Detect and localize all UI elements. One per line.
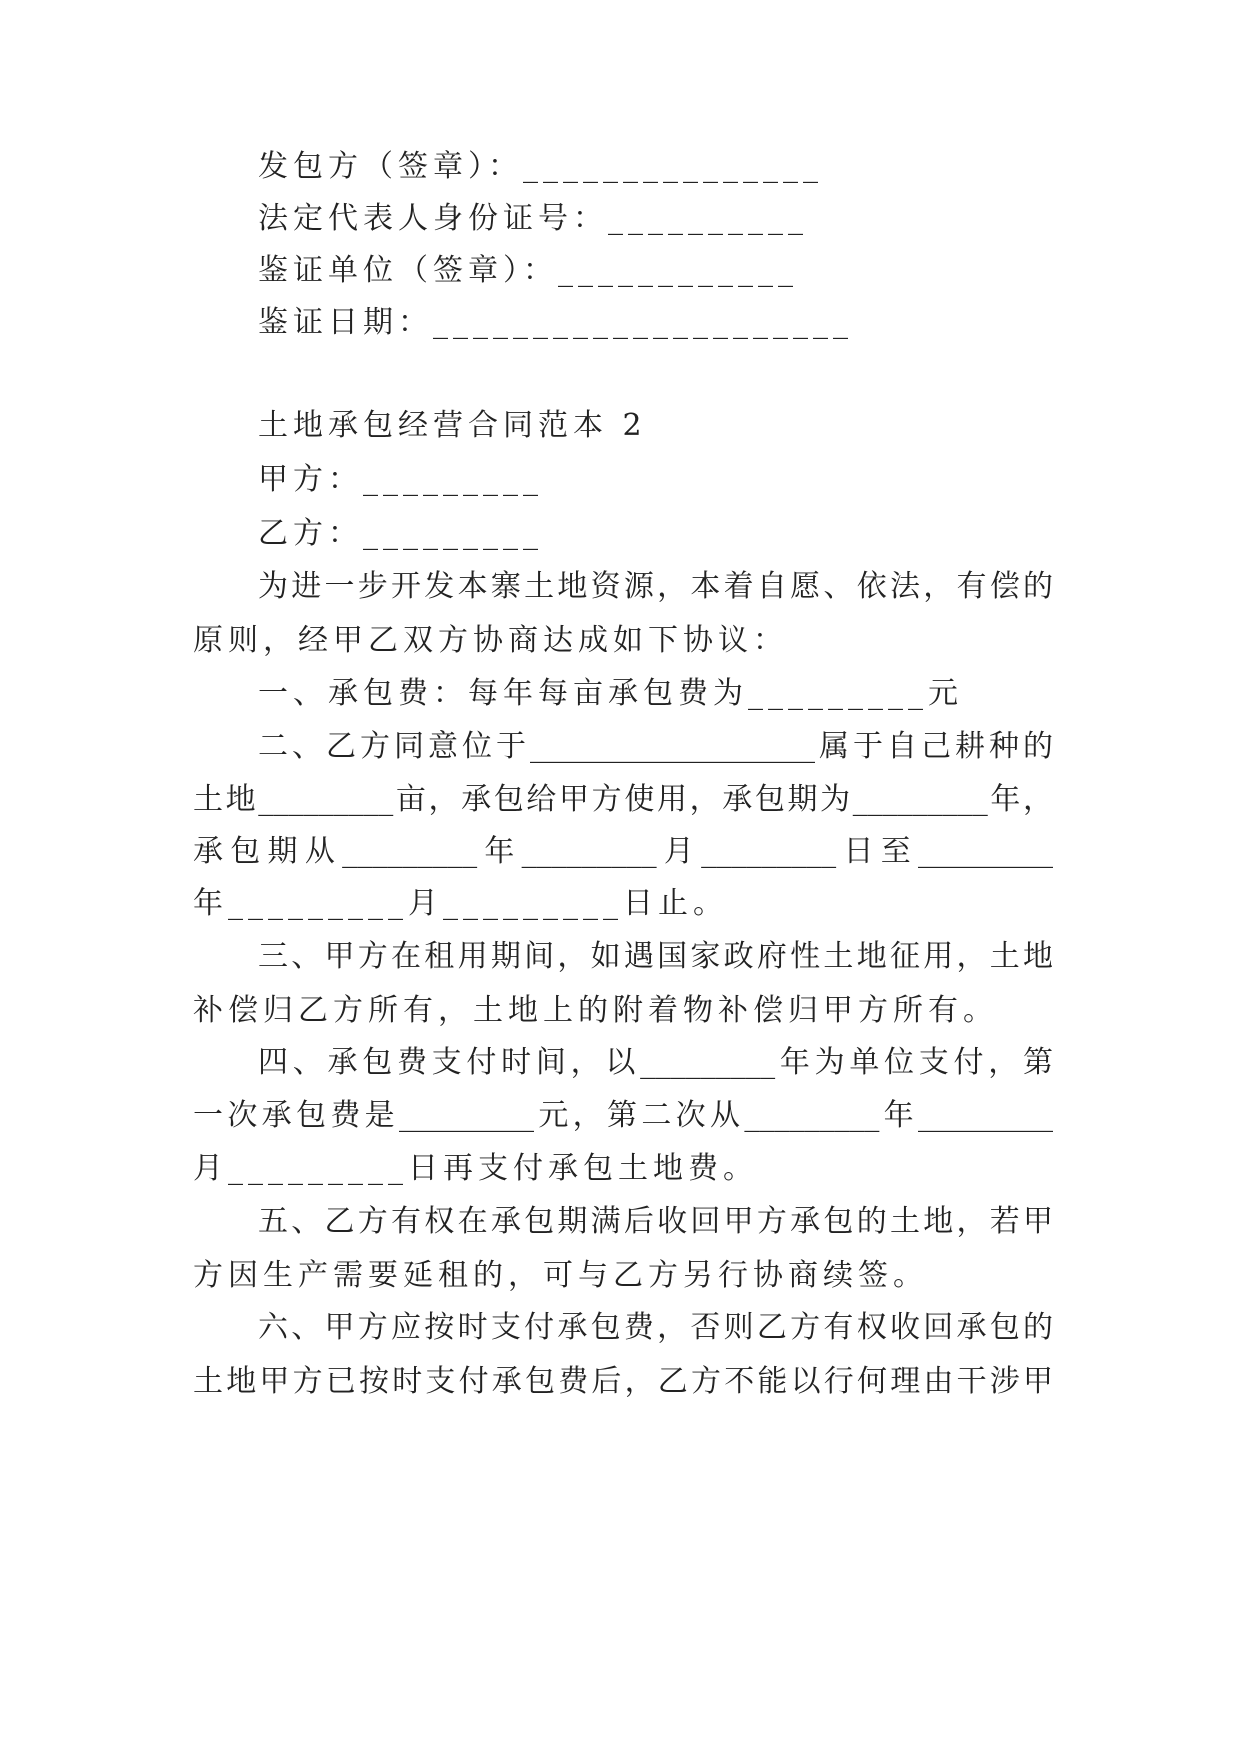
party-a-signature-line: 发包方（签章）：_______________: [258, 149, 823, 184]
clause-4-line-1: 四、承包费支付时间，以_________年为单位支付，第: [258, 1045, 1053, 1080]
party-b-line: 乙方：_________: [258, 516, 543, 551]
clause-3-line-2: 补偿归乙方所有，土地上的附着物补偿归甲方所有。: [193, 993, 998, 1028]
clause-2-line-1: 二、乙方同意位于___________________属于自己耕种的: [258, 729, 1053, 764]
clause-2-line-2: 土地_________亩，承包给甲方使用，承包期为_________年，: [193, 782, 1053, 817]
notary-unit-line: 鉴证单位（签章）：____________: [258, 253, 798, 288]
clause-6-line-2: 土地甲方已按时支付承包费后，乙方不能以行何理由干涉甲: [193, 1364, 1053, 1399]
preamble-line-1: 为进一步开发本寨土地资源，本着自愿、依法，有偿的: [258, 569, 1053, 604]
clause-1: 一、承包费：每年每亩承包费为_________元: [258, 676, 963, 711]
clause-5-line-1: 五、乙方有权在承包期满后收回甲方承包的土地，若甲: [258, 1204, 1053, 1239]
clause-6-line-1: 六、甲方应按时支付承包费，否则乙方有权收回承包的: [258, 1310, 1053, 1345]
clause-3-line-1: 三、甲方在租用期间，如遇国家政府性土地征用，土地: [258, 939, 1053, 974]
clause-4-line-2: 一次承包费是_________元，第二次从_________年_________: [193, 1098, 1053, 1133]
clause-2-line-3: 承包期从_________年_________月_________日至_________: [193, 834, 1053, 869]
clause-2-line-4: 年_________月_________日止。: [193, 886, 728, 921]
clause-4-line-3: 月_________日再支付承包土地费。: [193, 1151, 758, 1186]
legal-rep-id-line: 法定代表人身份证号：__________: [258, 201, 808, 236]
party-a-line: 甲方：_________: [258, 462, 543, 497]
clause-5-line-2: 方因生产需要延租的，可与乙方另行协商续签。: [193, 1258, 928, 1293]
contract-title: 土地承包经营合同范本 2: [258, 408, 647, 443]
preamble-line-2: 原则，经甲乙双方协商达成如下协议：: [193, 623, 788, 658]
notary-date-line: 鉴证日期：_____________________: [258, 305, 853, 340]
